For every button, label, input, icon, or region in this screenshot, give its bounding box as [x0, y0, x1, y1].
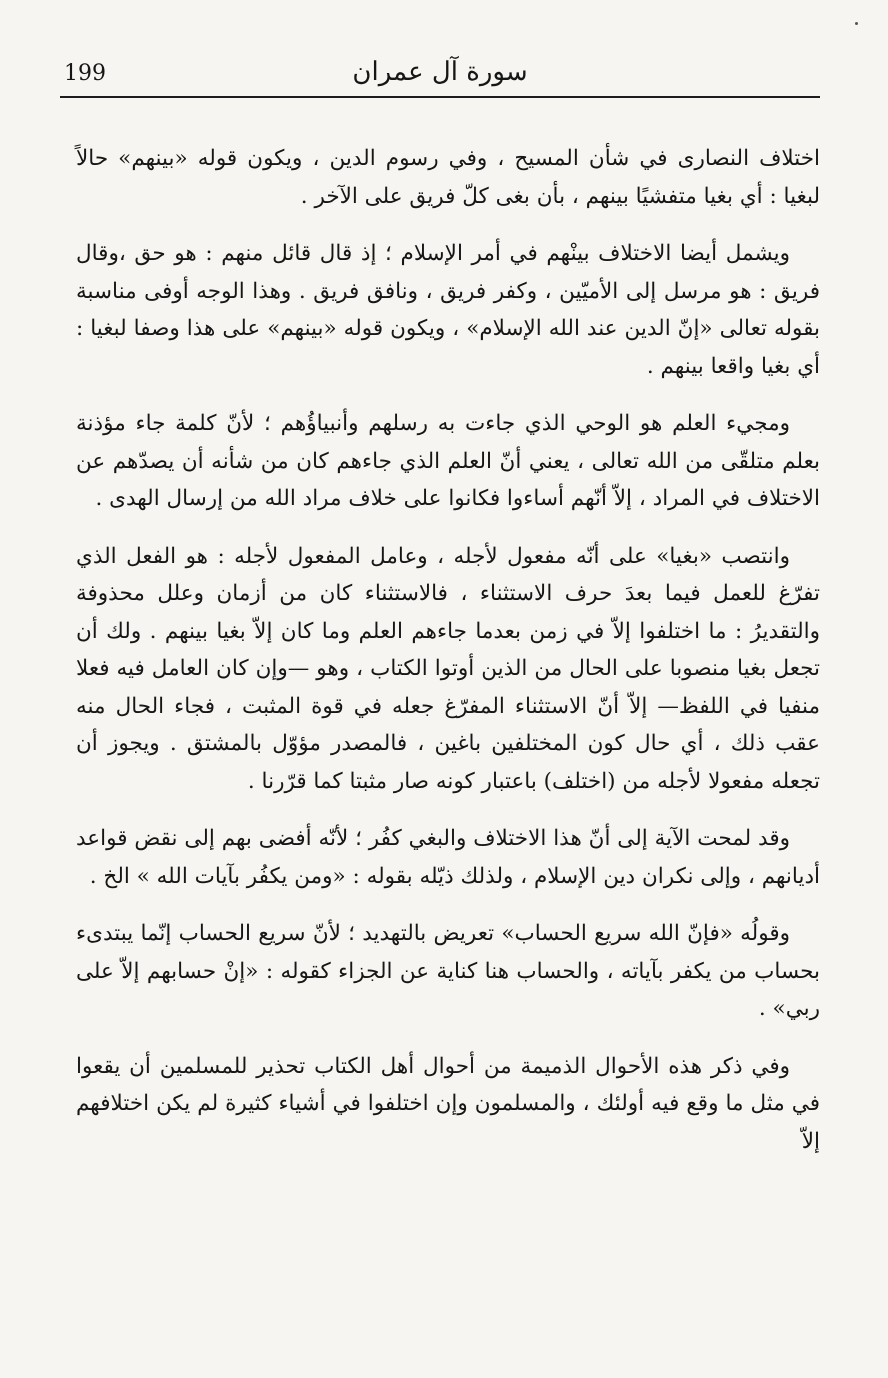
- page-number: 199: [64, 61, 106, 86]
- paragraph: اختلاف النصارى في شأن المسيح ، وفي رسوم الدين ، ويكون قوله «بينهم» حالاً لبغيا : أي بغيا متفشيًا بينهم ، بأن بغى كلّ فريق على الآخر .: [76, 146, 820, 209]
- paragraph: وقد لمحت الآية إلى أنّ هذا الاختلاف والبغي كفُر ؛ لأنّه أفضى بهم إلى نقض قواعد أديانهم ، وإلى نكران دين الإسلام ، ولذلك ذيّله بقوله : «ومن يكفُر بآيات الله » الخ .: [76, 826, 820, 889]
- paragraph: وفي ذكر هذه الأحوال الذميمة من أحوال أهل الكتاب تحذير للمسلمين أن يقعوا في مثل ما وقع فيه أولئك ، والمسلمون وإن اختلفوا في أشياء كثيرة لم يكن اختلافهم إلاّ: [76, 1053, 820, 1154]
- header-divider: [60, 96, 820, 98]
- paragraph: وانتصب «بغيا» على أنّه مفعول لأجله ، وعامل المفعول لأجله : هو الفعل الذي تفرّغ للعمل فيما بعدَ حرف الاستثناء ، فالاستثناء كان من أزمان وعلل محذوفة والتقديرُ : ما اختلفوا إلاّ في زمن بعدما جاءهم العلم وما كان إلاّ بغيا بينهم . ولك أن تجعل بغيا منصوبا على الحال من الذين أوتوا الكتاب ، وهو —وإن كان العامل فيه فعلا منفيا في اللفظ— إلاّ أنّ الاستثناء المفرّغ جعله في قوة المثبت ، فجاء الحال منه عقب ذلك ، أي حال كون المختلفين باغين ، فالمصدر مؤوّل بالمشتق . ويجوز أن تجعله مفعولا لأجله من (اختلف) باعتبار كونه صار مثبتا كما قرّرنا .: [76, 543, 820, 794]
- surah-title: سورة آل عمران: [352, 57, 528, 87]
- page-header: [60, 55, 820, 95]
- corner-speck: [855, 22, 858, 25]
- body-text: [76, 140, 820, 1180]
- paragraph: وقولُه «فإنّ الله سريع الحساب» تعريض بالتهديد ؛ لأنّ سريع الحساب إنّما يبتدىء بحساب من يكفر بآياته ، والحساب هنا كناية عن الجزاء كقوله : «إنْ حسابهم إلاّ على ربي» .: [76, 921, 820, 1021]
- paragraph: ويشمل أيضا الاختلاف بينْهم في أمر الإسلام ؛ إذ قال قائل منهم : هو حق ،وقال فريق : هو مرسل إلى الأميّين ، وكفر فريق ، ونافق فريق . وهذا الوجه أوفى مناسبة بقوله تعالى «إنّ الدين عند الله الإسلام» ، ويكون قوله «بينهم» على هذا وصفا لبغيا : أي بغيا واقعا بينهم .: [76, 241, 820, 379]
- paragraph: ومجيء العلم هو الوحي الذي جاءت به رسلهم وأنبياؤُهم ؛ لأنّ كلمة جاء مؤذنة بعلم متلقّى من الله تعالى ، يعني أنّ العلم الذي جاءهم كان من شأنه أن يصدّهم عن الاختلاف في المراد ، إلاّ أنّهم أساءوا فكانوا على خلاف مراد الله من إرسال الهدى .: [76, 411, 820, 511]
